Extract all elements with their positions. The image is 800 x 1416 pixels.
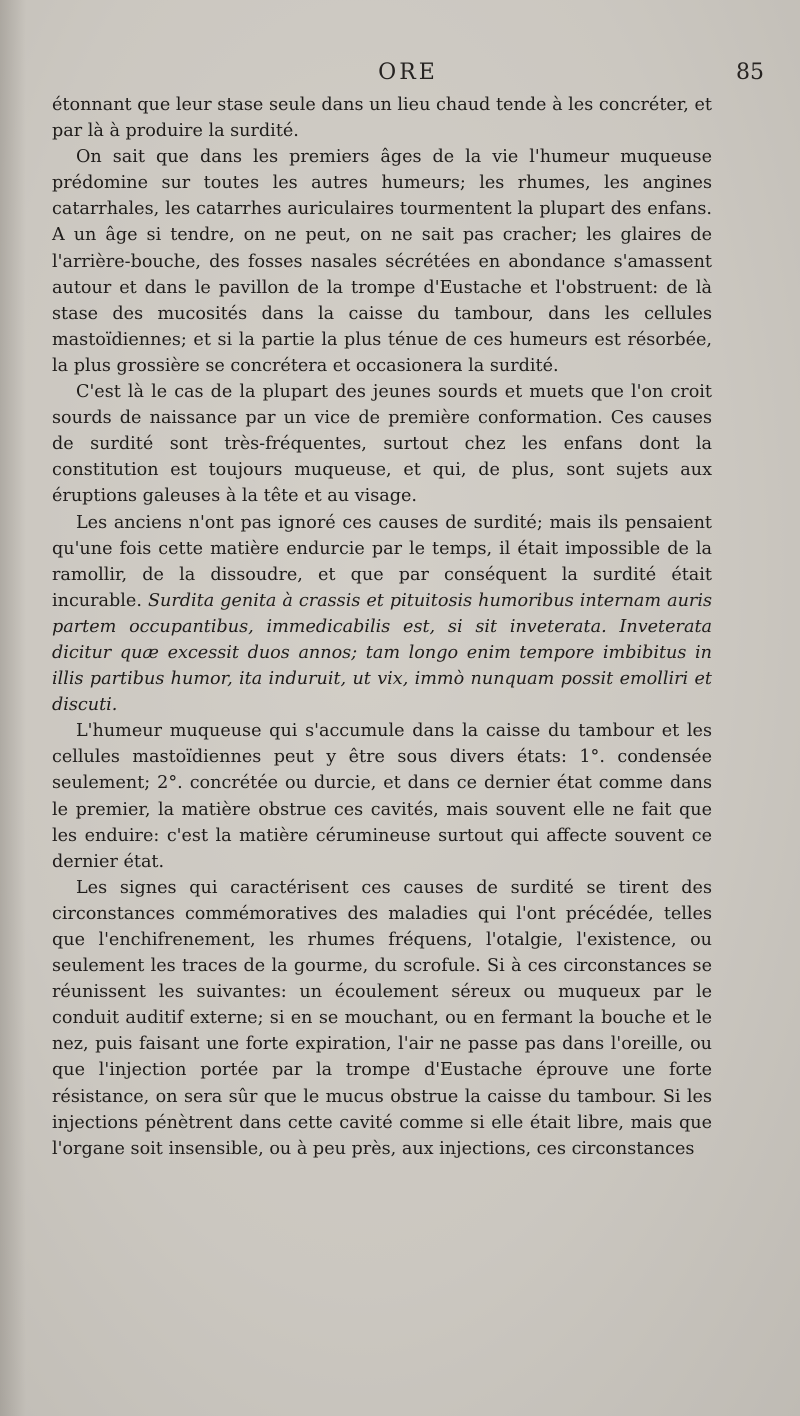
page-number: 85: [736, 60, 764, 85]
paragraph-continuation: étonnant que leur stase seule dans un lieu chaud tende à les concréter, et par là à produire la surdité.: [52, 95, 712, 142]
paragraph-text: Les anciens n'ont pas ignoré ces causes de surdité; mais ils pensaient qu'une fois cette matière endurcie par le temps, il était impossible de la ramollir, de la dissoudre, et que par conséquent la surdité était incurable.: [52, 512, 712, 611]
paragraph: L'humeur muqueuse qui s'accumule dans la caisse du tambour et les cellules mastoïdiennes peut y être sous divers états: 1°. condensée seulement; 2°. concrétée ou durcie, et dans ce dernier état comme dans le premier, la matière obstrue ces cavités, mais souvent elle ne fait que les enduire: c'est la matière cérumineuse surtout qui affecte souvent ce dernier état.: [52, 721, 712, 872]
latin-quotation: Surdita genita à crassis et pituitosis humoribus internam auris partem occupantibus, immedicabilis est, si sit inveterata. Inveterata dicitur quæ excessit duos annos; tam longo enim tempore imbibitus in illis partibus humor, ita induruit, ut vix, immò nunquam possit emolliri et discuti.: [52, 590, 713, 716]
gutter-shadow: [0, 0, 26, 1416]
paragraph: On sait que dans les premiers âges de la vie l'humeur muqueuse prédomine sur toutes les autres humeurs; les rhumes, les angines catarrhales, les catarrhes auriculaires tourmentent la plupart des enfans. A un âge si tendre, on ne peut, on ne sait pas cracher; les glaires de l'arrière-bouche, des fosses nasales sécrétées en abondance s'amassent autour et dans le pavillon de la trompe d'Eustache et l'obstruent: de là stase des mucosités dans la caisse du tambour, dans les cellules mastoïdiennes; et si la partie la plus ténue de ces humeurs est résorbée, la plus grossière se concrétera et occasionera la surdité.: [52, 147, 712, 376]
running-title: ORE: [378, 60, 438, 85]
paragraph: C'est là le cas de la plupart des jeunes sourds et muets que l'on croit sourds de naissance par un vice de première conformation. Ces causes de surdité sont très-fréquentes, surtout chez les enfans dont la constitution est toujours muqueuse, et qui, de plus, sont sujets aux éruptions galeuses à la tête et au visage.: [52, 382, 712, 507]
paragraph: [52, 510, 712, 719]
body-text: [52, 92, 712, 1162]
paragraph: Les signes qui caractérisent ces causes de surdité se tirent des circonstances commémoratives des maladies qui l'ont précédée, telles que l'enchifrenement, les rhumes fréquens, l'otalgie, l'existence, ou seulement les traces de la gourme, du scrofule. Si à ces circonstances se réunissent les suivantes: un écoulement séreux ou muqueux par le conduit auditif externe; si en se mouchant, ou en fermant la bouche et le nez, puis faisant une forte expiration, l'air ne passe pas dans l'oreille, ou que l'injection portée par la trompe d'Eustache éprouve une forte résistance, on sera sûr que le mucus obstrue la caisse du tambour. Si les injections pénètrent dans cette cavité comme si elle était libre, mais que l'organe soit insensible, ou à peu près, aux injections, ces circonstances: [52, 877, 712, 1159]
running-head: [52, 60, 764, 92]
